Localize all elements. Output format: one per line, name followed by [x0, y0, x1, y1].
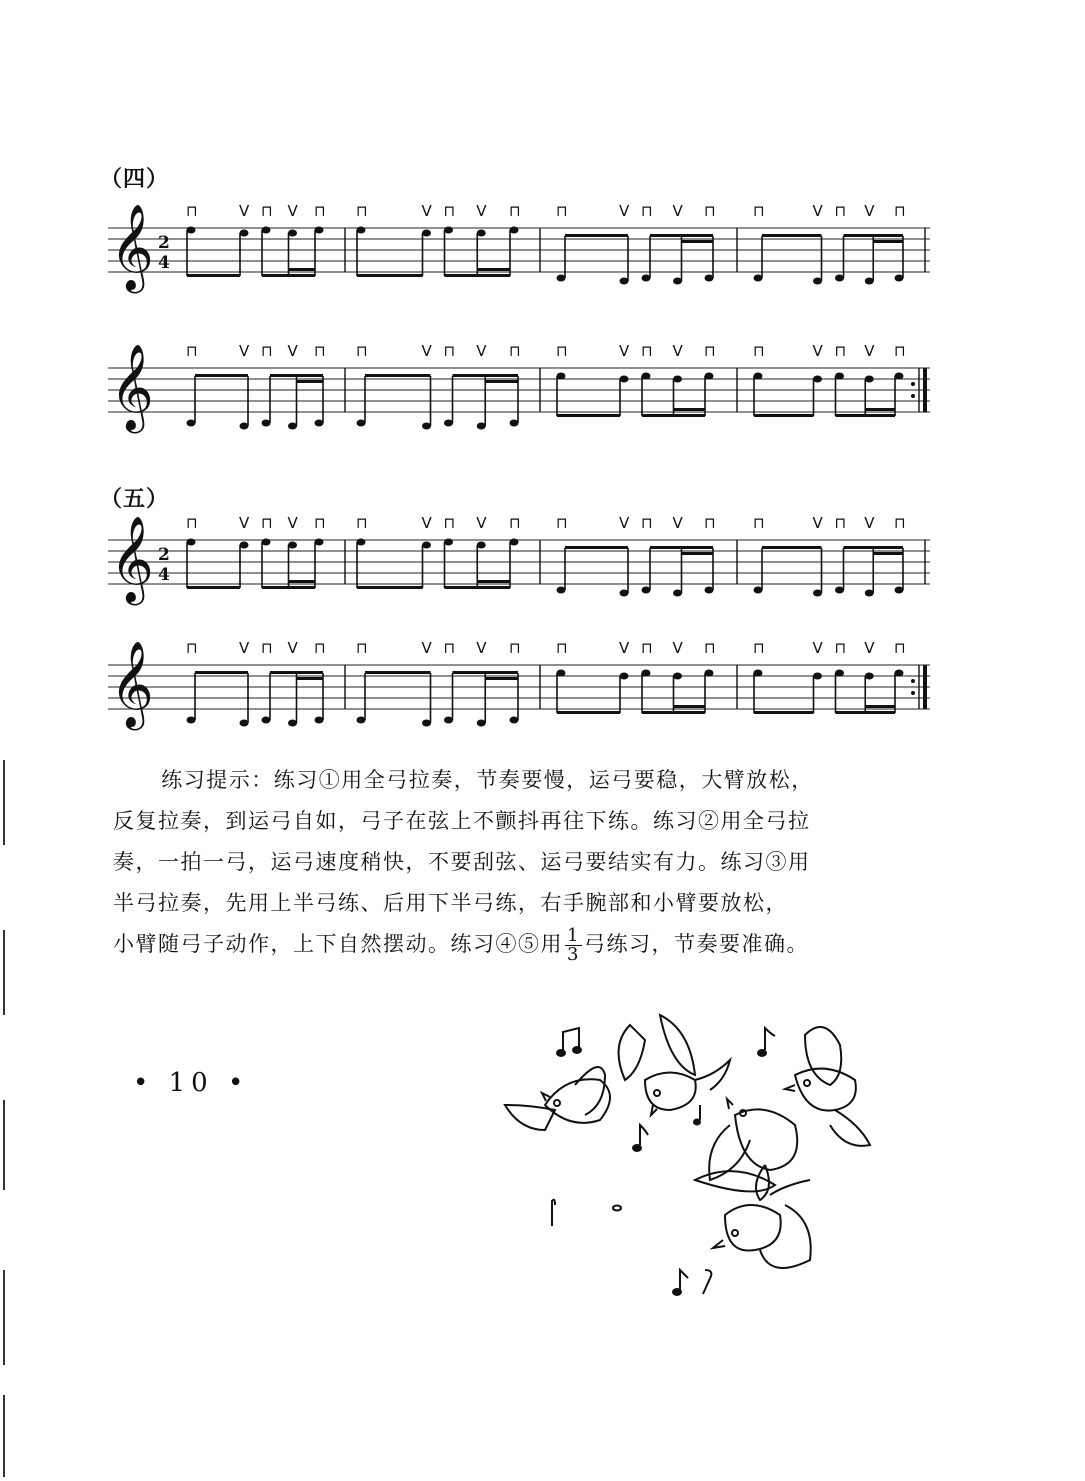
up-bow-mark: ⊓ [509, 342, 521, 360]
beam [873, 552, 903, 555]
note-head [620, 673, 629, 680]
note-head [673, 673, 682, 680]
up-bow-mark: V [239, 514, 250, 532]
time-signature-bottom: 4 [158, 565, 170, 585]
note-head [262, 539, 271, 546]
beam [674, 705, 706, 708]
section-label-5: （五） [100, 486, 170, 512]
repeat-dot [911, 382, 915, 386]
note-head [187, 539, 196, 546]
note-head [673, 590, 682, 597]
margin-line [3, 1100, 5, 1190]
up-bow-mark: V [287, 514, 298, 532]
margin-line [3, 1395, 5, 1477]
beam [289, 580, 316, 583]
up-bow-mark: V [239, 342, 250, 360]
down-bow-mark: ⊓ [834, 514, 847, 532]
note-head [187, 420, 196, 427]
note-head [754, 587, 763, 594]
up-bow-mark: ⊓ [314, 514, 326, 532]
note-head [642, 587, 651, 594]
beam [565, 546, 628, 549]
up-bow-mark: V [239, 202, 250, 220]
up-bow-mark: ⊓ [894, 514, 906, 532]
note-head [835, 670, 844, 677]
up-bow-mark: V [619, 202, 630, 220]
note-head [315, 539, 324, 546]
down-bow-mark: ⊓ [641, 342, 653, 360]
section-label-4: （四） [100, 166, 170, 192]
beam [477, 268, 510, 271]
beam [865, 408, 895, 411]
margin-line [3, 930, 5, 1015]
note-head [288, 423, 297, 430]
repeat-dot [911, 691, 915, 695]
music-note-icon [633, 1125, 648, 1151]
beam [357, 586, 423, 589]
note-head [422, 423, 431, 430]
beam [836, 414, 896, 417]
time-signature-top: 2 [158, 545, 170, 565]
down-bow-mark: ⊓ [834, 342, 847, 360]
down-bow-mark: ⊓ [556, 202, 568, 220]
beam [262, 586, 315, 589]
note-head [262, 717, 271, 724]
note-head [865, 590, 874, 597]
note-head [477, 542, 486, 549]
music-note-icon [694, 1105, 700, 1125]
down-bow-mark: ⊓ [261, 342, 273, 360]
margin-line [3, 760, 5, 845]
up-bow-mark: V [812, 342, 823, 360]
up-bow-mark: ⊓ [314, 342, 326, 360]
note-head [444, 420, 453, 427]
down-bow-mark: ⊓ [753, 202, 765, 220]
note-head [673, 278, 682, 285]
note-head [813, 278, 822, 285]
beam [650, 546, 713, 549]
bird-icon [505, 1067, 610, 1130]
note-head [705, 373, 714, 380]
bird-icon [709, 1099, 797, 1200]
up-bow-mark: V [812, 514, 823, 532]
beam [195, 671, 248, 674]
treble-clef-icon: 𝄞 [110, 641, 154, 727]
note-head [895, 275, 904, 282]
note-head [288, 542, 297, 549]
down-bow-mark: ⊓ [186, 514, 198, 532]
note-head [557, 670, 566, 677]
beam [485, 677, 518, 680]
up-bow-mark: ⊓ [894, 202, 906, 220]
note-head [288, 230, 297, 237]
tips-line-last [113, 924, 943, 965]
treble-clef-icon: 𝄞 [110, 204, 154, 290]
music-note-icon [552, 1200, 621, 1226]
note-head [705, 275, 714, 282]
beam [873, 240, 903, 243]
down-bow-mark: ⊓ [443, 202, 456, 220]
down-bow-mark: ⊓ [356, 514, 368, 532]
note-head [315, 227, 324, 234]
beam [262, 274, 315, 277]
beam [289, 268, 316, 271]
music-note-icon [557, 1028, 581, 1056]
note-head [315, 420, 324, 427]
up-bow-mark: V [287, 202, 298, 220]
down-bow-mark: ⊓ [753, 639, 765, 657]
beam [865, 705, 895, 708]
down-bow-mark: ⊓ [356, 202, 368, 220]
time-signature-bottom: 4 [158, 253, 170, 273]
beam [195, 374, 248, 377]
beam [836, 711, 896, 714]
beam [754, 414, 814, 417]
beam [357, 274, 423, 277]
up-bow-mark: V [239, 639, 250, 657]
note-head [187, 227, 196, 234]
up-bow-mark: V [619, 639, 630, 657]
beam [642, 414, 705, 417]
up-bow-mark: ⊓ [704, 639, 716, 657]
note-head [477, 230, 486, 237]
beam [642, 711, 705, 714]
beam [844, 234, 904, 237]
note-head [865, 278, 874, 285]
note-head [240, 230, 249, 237]
up-bow-mark: ⊓ [894, 639, 906, 657]
up-bow-mark: V [287, 342, 298, 360]
note-head [754, 670, 763, 677]
up-bow-mark: V [421, 514, 432, 532]
up-bow-mark: ⊓ [704, 342, 716, 360]
beam [565, 234, 628, 237]
note-head [240, 542, 249, 549]
down-bow-mark: ⊓ [443, 639, 456, 657]
up-bow-mark: ⊓ [509, 514, 521, 532]
down-bow-mark: ⊓ [443, 342, 456, 360]
note-head [510, 717, 519, 724]
down-bow-mark: ⊓ [834, 639, 847, 657]
singing-birds-illustration [495, 1005, 895, 1305]
up-bow-mark: V [812, 202, 823, 220]
note-head [187, 717, 196, 724]
note-head [262, 420, 271, 427]
up-bow-mark: V [476, 514, 487, 532]
beam [445, 274, 511, 277]
note-head [865, 673, 874, 680]
note-head [705, 587, 714, 594]
down-bow-mark: ⊓ [261, 639, 273, 657]
up-bow-mark: V [421, 202, 432, 220]
beam [485, 380, 518, 383]
tips-line: 半弓拉奏，先用上半弓练、后用下半弓练，右手腕部和小臂要放松， [113, 891, 788, 915]
note-head [620, 376, 629, 383]
note-head [895, 670, 904, 677]
note-head [557, 275, 566, 282]
music-note-icon [758, 1028, 775, 1056]
note-head [620, 590, 629, 597]
note-head [642, 670, 651, 677]
up-bow-mark: V [864, 639, 875, 657]
down-bow-mark: ⊓ [641, 639, 653, 657]
up-bow-mark: ⊓ [704, 514, 716, 532]
note-head [835, 587, 844, 594]
beam [674, 408, 706, 411]
note-head [240, 720, 249, 727]
fraction-one-third [565, 927, 582, 964]
note-head [444, 717, 453, 724]
down-bow-mark: ⊓ [356, 639, 368, 657]
note-head [357, 420, 366, 427]
up-bow-mark: ⊓ [509, 202, 521, 220]
page-number: • 10 • [133, 1068, 250, 1098]
note-head [422, 230, 431, 237]
up-bow-mark: ⊓ [509, 639, 521, 657]
up-bow-mark: V [672, 514, 683, 532]
down-bow-mark: ⊓ [186, 639, 198, 657]
note-head [477, 720, 486, 727]
treble-clef-icon: 𝄞 [110, 344, 154, 430]
final-barline [923, 665, 927, 709]
beam [445, 586, 511, 589]
down-bow-mark: ⊓ [556, 514, 568, 532]
note-head [642, 275, 651, 282]
note-head [754, 275, 763, 282]
note-head [288, 720, 297, 727]
tips-line: 奏，一拍一弓，运弓速度稍快，不要刮弦、运弓要结实有力。练习③用 [113, 850, 811, 874]
note-head [357, 227, 366, 234]
beam [453, 374, 519, 377]
beam [270, 671, 323, 674]
note-head [357, 539, 366, 546]
down-bow-mark: ⊓ [641, 514, 653, 532]
up-bow-mark: V [812, 639, 823, 657]
up-bow-mark: V [476, 342, 487, 360]
note-head [510, 227, 519, 234]
up-bow-mark: V [672, 639, 683, 657]
note-head [444, 539, 453, 546]
note-head [705, 670, 714, 677]
bird-icon [785, 1027, 870, 1146]
beam [365, 671, 431, 674]
down-bow-mark: ⊓ [753, 514, 765, 532]
treble-clef-icon: 𝄞 [110, 516, 154, 602]
beam [297, 677, 324, 680]
note-head [444, 227, 453, 234]
up-bow-mark: V [864, 514, 875, 532]
up-bow-mark: V [476, 639, 487, 657]
beam [844, 546, 904, 549]
beam [453, 671, 519, 674]
beam [477, 580, 510, 583]
up-bow-mark: V [864, 342, 875, 360]
note-head [813, 673, 822, 680]
fraction-denominator: 3 [567, 944, 580, 965]
up-bow-mark: V [672, 342, 683, 360]
note-head [813, 376, 822, 383]
note-head [510, 420, 519, 427]
note-head [557, 587, 566, 594]
up-bow-mark: ⊓ [894, 342, 906, 360]
up-bow-mark: V [476, 202, 487, 220]
beam [754, 711, 814, 714]
up-bow-mark: V [619, 514, 630, 532]
down-bow-mark: ⊓ [261, 202, 273, 220]
music-note-icon [673, 1270, 711, 1295]
note-head [262, 227, 271, 234]
beam [762, 234, 822, 237]
note-head [510, 539, 519, 546]
note-head [895, 373, 904, 380]
beam [187, 586, 240, 589]
note-head [642, 373, 651, 380]
note-head [620, 278, 629, 285]
down-bow-mark: ⊓ [834, 202, 847, 220]
note-head [422, 720, 431, 727]
down-bow-mark: ⊓ [186, 202, 198, 220]
up-bow-mark: ⊓ [314, 202, 326, 220]
note-head [835, 373, 844, 380]
up-bow-mark: V [864, 202, 875, 220]
down-bow-mark: ⊓ [641, 202, 653, 220]
practice-tips [113, 760, 943, 965]
fraction-numerator: 1 [567, 925, 580, 946]
down-bow-mark: ⊓ [443, 514, 456, 532]
note-head [813, 590, 822, 597]
beam [682, 240, 714, 243]
down-bow-mark: ⊓ [261, 514, 273, 532]
time-signature-top: 2 [158, 233, 170, 253]
up-bow-mark: ⊓ [704, 202, 716, 220]
note-head [315, 717, 324, 724]
beam [650, 234, 713, 237]
down-bow-mark: ⊓ [356, 342, 368, 360]
beam [557, 414, 620, 417]
down-bow-mark: ⊓ [186, 342, 198, 360]
note-head [422, 542, 431, 549]
up-bow-mark: V [287, 639, 298, 657]
up-bow-mark: V [672, 202, 683, 220]
beam [187, 274, 240, 277]
beam [270, 374, 323, 377]
final-barline [923, 368, 927, 412]
note-head [240, 423, 249, 430]
note-head [477, 423, 486, 430]
down-bow-mark: ⊓ [556, 639, 568, 657]
up-bow-mark: ⊓ [314, 639, 326, 657]
note-head [835, 275, 844, 282]
up-bow-mark: V [619, 342, 630, 360]
up-bow-mark: V [421, 342, 432, 360]
tips-line: 练习提示：练习①用全弓拉奏，节奏要慢，运弓要稳，大臂放松， [161, 768, 814, 792]
repeat-dot [911, 394, 915, 398]
tips-line: 反复拉奏，到运弓自如，弓子在弦上不颤抖再往下练。练习②用全弓拉 [113, 809, 811, 833]
down-bow-mark: ⊓ [753, 342, 765, 360]
repeat-dot [911, 679, 915, 683]
down-bow-mark: ⊓ [556, 342, 568, 360]
bird-icon [695, 1171, 811, 1268]
margin-line [3, 1270, 5, 1365]
note-head [557, 373, 566, 380]
beam [557, 711, 620, 714]
beam [762, 546, 822, 549]
tips-text: 小臂随弓子动作，上下自然摆动。练习④⑤用 [113, 932, 563, 956]
note-head [673, 376, 682, 383]
beam [365, 374, 431, 377]
note-head [865, 376, 874, 383]
beam [297, 380, 324, 383]
note-head [357, 717, 366, 724]
beam [682, 552, 714, 555]
note-head [754, 373, 763, 380]
tips-text: 弓练习，节奏要准确。 [583, 932, 809, 956]
bird-icon [619, 1015, 730, 1115]
up-bow-mark: V [421, 639, 432, 657]
note-head [895, 587, 904, 594]
